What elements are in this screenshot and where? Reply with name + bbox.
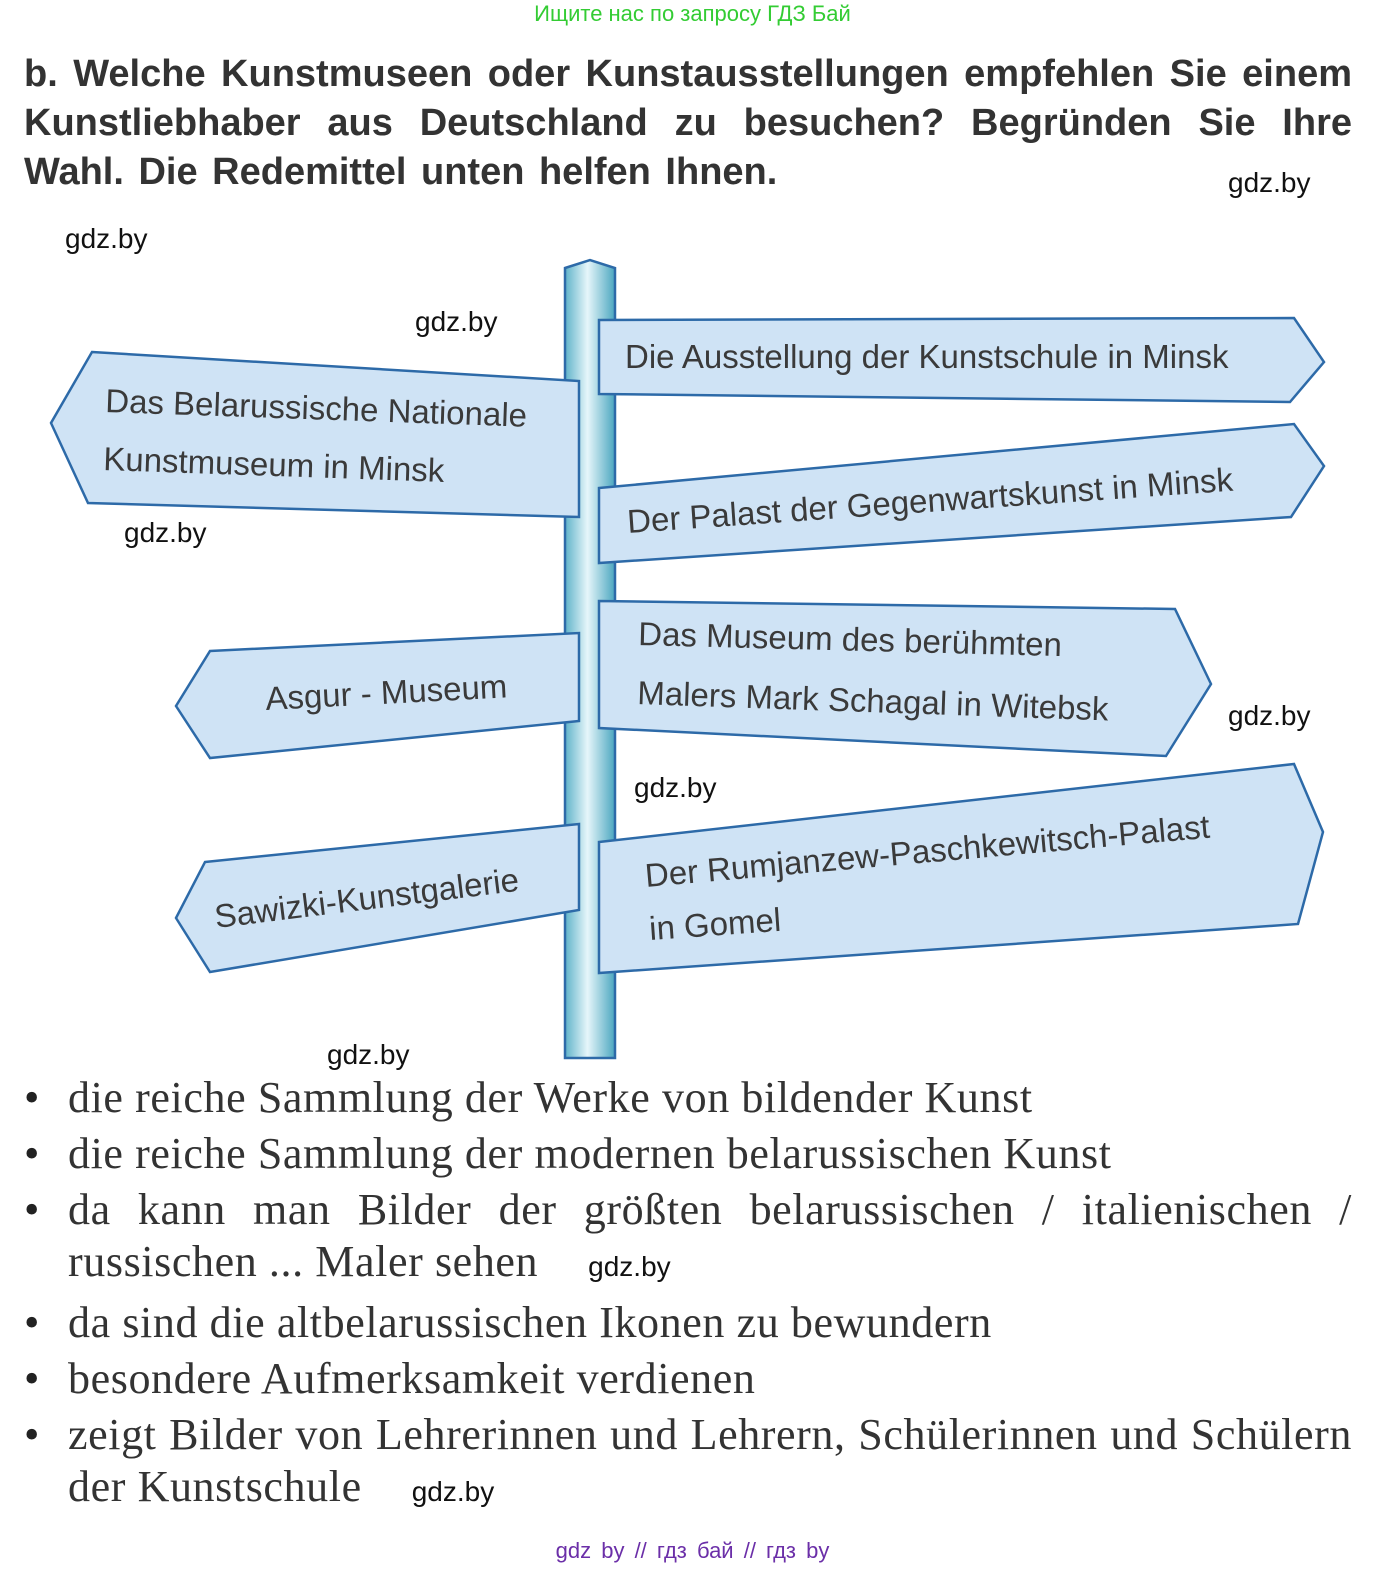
phrase-item: • zeigt Bilder von Lehrerinnen und Lehrern, Schülerinnen und Schülern der Kunstschule gdz.by <box>24 1409 1352 1518</box>
sign-left-1 <box>51 352 579 517</box>
phrase-item: • die reiche Sammlung der Werke von bildender Kunst <box>24 1072 1352 1124</box>
task-heading: b. Welche Kunstmuseen oder Kunstausstellungen empfehlen Sie einem Kunstliebhaber aus Deutschland zu besuchen? Begründen Sie Ihre Wahl. Die Redemittel unten helfen Ihnen. <box>24 53 1352 193</box>
sign-right-4-line1: Der Rumjanzew-Paschkewitsch-Palast <box>643 807 1212 894</box>
watermark: gdz.by <box>124 517 207 548</box>
phrase-item: • da kann man Bilder der größten belarussischen / italienischen / russischen ... Maler sehen gdz.by <box>24 1184 1352 1293</box>
watermark: gdz.by <box>588 1251 671 1282</box>
sign-left-1-line2: Kunstmuseum in Minsk <box>102 440 445 489</box>
sign-right-4-line2: in Gomel <box>647 900 783 947</box>
sign-right-3-line1: Das Museum des berühmten <box>637 615 1063 664</box>
watermark: gdz.by <box>634 772 717 803</box>
watermark: gdz.by <box>1228 700 1311 731</box>
sign-left-3-text: Sawizki-Kunstgalerie <box>212 860 521 935</box>
top-banner: Ищите нас по запросу ГДЗ Бай <box>534 1 851 26</box>
phrase-list <box>24 1072 1352 1522</box>
watermark: gdz.by <box>1228 167 1311 198</box>
footer-links: gdz by // гдз бай // гдз by <box>555 1538 830 1563</box>
sign-right-3-line2: Malers Mark Schagal in Witebsk <box>636 674 1110 728</box>
sign-right-1-text: Die Ausstellung der Kunstschule in Minsk <box>625 338 1229 375</box>
watermark: gdz.by <box>65 223 148 254</box>
watermark: gdz.by <box>411 1476 495 1507</box>
watermark: gdz.by <box>327 1039 410 1070</box>
phrase-item: • da sind die altbelarussischen Ikonen zu bewundern <box>24 1297 1352 1349</box>
phrase-item: • die reiche Sammlung der modernen belarussischen Kunst <box>24 1128 1352 1180</box>
sign-left-2-text: Asgur - Museum <box>264 667 509 717</box>
phrase-item: • besondere Aufmerksamkeit verdienen <box>24 1353 1352 1405</box>
watermark: gdz.by <box>415 306 498 337</box>
sign-right-2-text: Der Palast der Gegenwartskunst in Minsk <box>625 460 1235 540</box>
sign-left-1-line1: Das Belarussische Nationale <box>104 382 528 434</box>
